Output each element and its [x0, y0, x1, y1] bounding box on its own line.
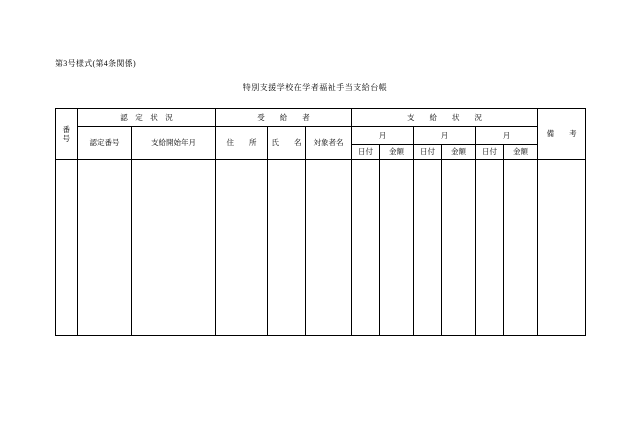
header-name: 氏 名	[268, 127, 306, 160]
form-number: 第3号様式(第4条関係)	[55, 59, 136, 68]
header-number-col	[56, 109, 78, 160]
ledger-table	[55, 108, 586, 336]
header-month-3: 月	[476, 127, 538, 145]
header-payment-start: 支給開始年月	[132, 127, 216, 160]
header-month-3-date: 日付	[476, 145, 504, 160]
cell-month-3-amount[interactable]	[504, 160, 538, 336]
header-address: 住 所	[216, 127, 268, 160]
cell-month-1-amount[interactable]	[380, 160, 414, 336]
header-row-subgroups	[56, 127, 586, 145]
header-number-char-2: 号	[62, 134, 71, 143]
ledger-table-wrapper	[55, 108, 575, 336]
header-recipient-group: 受 給 者	[216, 109, 352, 127]
cell-month-1-date[interactable]	[352, 160, 380, 336]
document-title: 特別支援学校在学者福祉手当支給台帳	[242, 83, 388, 92]
header-month-3-amount: 金額	[504, 145, 538, 160]
header-certification-group: 認 定 状 況	[78, 109, 216, 127]
header-payment-group: 支 給 状 況	[352, 109, 538, 127]
header-certification-number: 認定番号	[78, 127, 132, 160]
header-number-char-1: 番	[62, 124, 71, 134]
cell-payment-start[interactable]	[132, 160, 216, 336]
cell-month-3-date[interactable]	[476, 160, 504, 336]
header-month-1-amount: 金額	[380, 145, 414, 160]
header-target-name: 対象者名	[306, 127, 352, 160]
cell-target-name[interactable]	[306, 160, 352, 336]
cell-month-2-date[interactable]	[414, 160, 442, 336]
header-month-1: 月	[352, 127, 414, 145]
cell-number[interactable]	[56, 160, 78, 336]
header-month-2-date: 日付	[414, 145, 442, 160]
cell-remarks[interactable]	[538, 160, 586, 336]
header-month-1-date: 日付	[352, 145, 380, 160]
header-row-groups	[56, 109, 586, 127]
cell-address[interactable]	[216, 160, 268, 336]
header-month-2: 月	[414, 127, 476, 145]
cell-month-2-amount[interactable]	[442, 160, 476, 336]
cell-name[interactable]	[268, 160, 306, 336]
cell-certification-number[interactable]	[78, 160, 132, 336]
table-row	[56, 160, 586, 336]
header-remarks-col: 備 考	[538, 109, 586, 160]
header-month-2-amount: 金額	[442, 145, 476, 160]
